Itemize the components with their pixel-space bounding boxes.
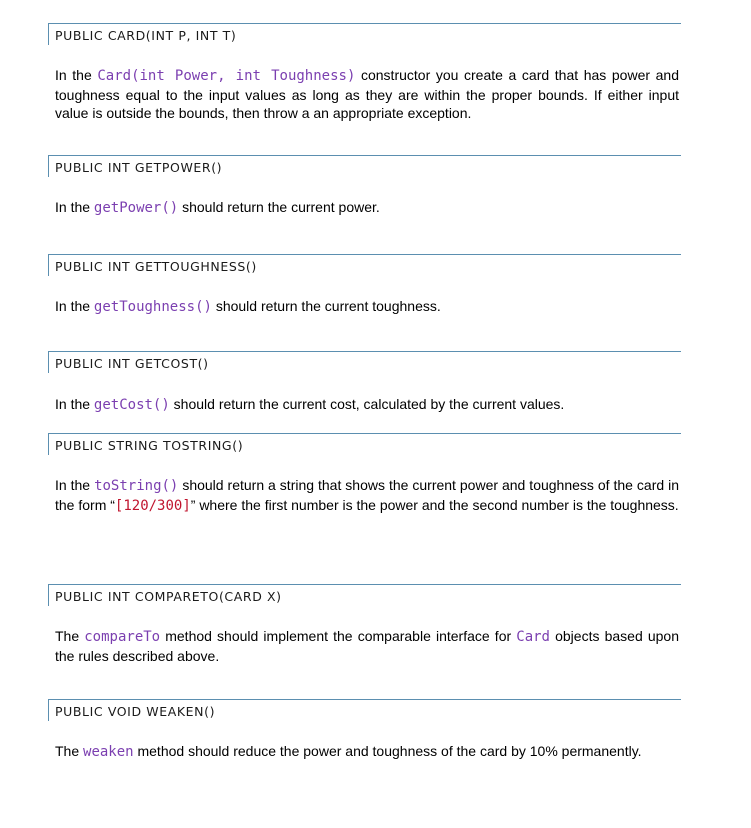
- heading-card-constructor: [48, 23, 681, 45]
- text: In the: [55, 199, 94, 215]
- text: constructor you create a card that has power and toughness equal to the input values as long as they are within the proper bounds. If either input value is outside the bounds, then throw a an appropriate exception.: [55, 67, 679, 121]
- paragraph-weaken: [55, 742, 679, 762]
- code-snippet: Card: [516, 629, 550, 645]
- text: In the: [55, 298, 94, 314]
- code-snippet: Card(int Power, int Toughness): [97, 68, 356, 84]
- text: In the: [55, 396, 94, 412]
- paragraph-getcost: [55, 395, 679, 415]
- heading-getpower: [48, 155, 681, 177]
- heading-text: PUBLIC INT GETCOST(): [55, 356, 209, 371]
- text: should return a string that shows the current power and toughness of the card in the form “: [55, 477, 680, 513]
- paragraph-compareto: [55, 627, 679, 665]
- code-snippet: getCost(): [93, 397, 170, 413]
- string-literal: [120/300]: [114, 497, 191, 514]
- code-snippet: getToughness(): [93, 299, 212, 315]
- heading-getcost: [48, 351, 681, 373]
- text: In the: [55, 67, 98, 83]
- text: ” where the first number is the power and the second number is the toughness.: [190, 496, 679, 513]
- text: should return the current cost, calculated by the current values.: [169, 396, 565, 412]
- text: objects based upon the rules described above.: [55, 628, 679, 664]
- code-snippet: toString(): [94, 478, 179, 494]
- paragraph-tostring: [55, 476, 679, 515]
- text: method should implement the comparable interface for: [160, 628, 517, 644]
- text: The: [55, 628, 85, 644]
- heading-tostring: [48, 433, 681, 455]
- heading-text: PUBLIC CARD(INT P, INT T): [55, 28, 237, 43]
- code-snippet: weaken: [83, 744, 134, 760]
- heading-text: PUBLIC VOID WEAKEN(): [55, 704, 216, 719]
- text: The: [55, 743, 84, 759]
- paragraph-card-constructor: [55, 66, 679, 123]
- paragraph-getpower: [55, 198, 679, 218]
- code-snippet: getPower(): [93, 200, 179, 216]
- heading-text: PUBLIC INT COMPARETO(CARD X): [55, 589, 282, 604]
- heading-weaken: [48, 699, 681, 721]
- heading-compareto: [48, 584, 681, 606]
- text: method should reduce the power and toughness of the card by 10% permanently.: [133, 743, 642, 759]
- heading-gettoughness: [48, 254, 681, 276]
- text: In the: [55, 477, 95, 493]
- heading-text: PUBLIC STRING TOSTRING(): [55, 438, 244, 453]
- heading-text: PUBLIC INT GETPOWER(): [55, 160, 223, 175]
- heading-text: PUBLIC INT GETTOUGHNESS(): [55, 259, 257, 274]
- text: should return the current toughness.: [211, 298, 441, 314]
- code-snippet: compareTo: [84, 629, 161, 645]
- paragraph-gettoughness: [55, 297, 679, 317]
- text: should return the current power.: [178, 199, 380, 215]
